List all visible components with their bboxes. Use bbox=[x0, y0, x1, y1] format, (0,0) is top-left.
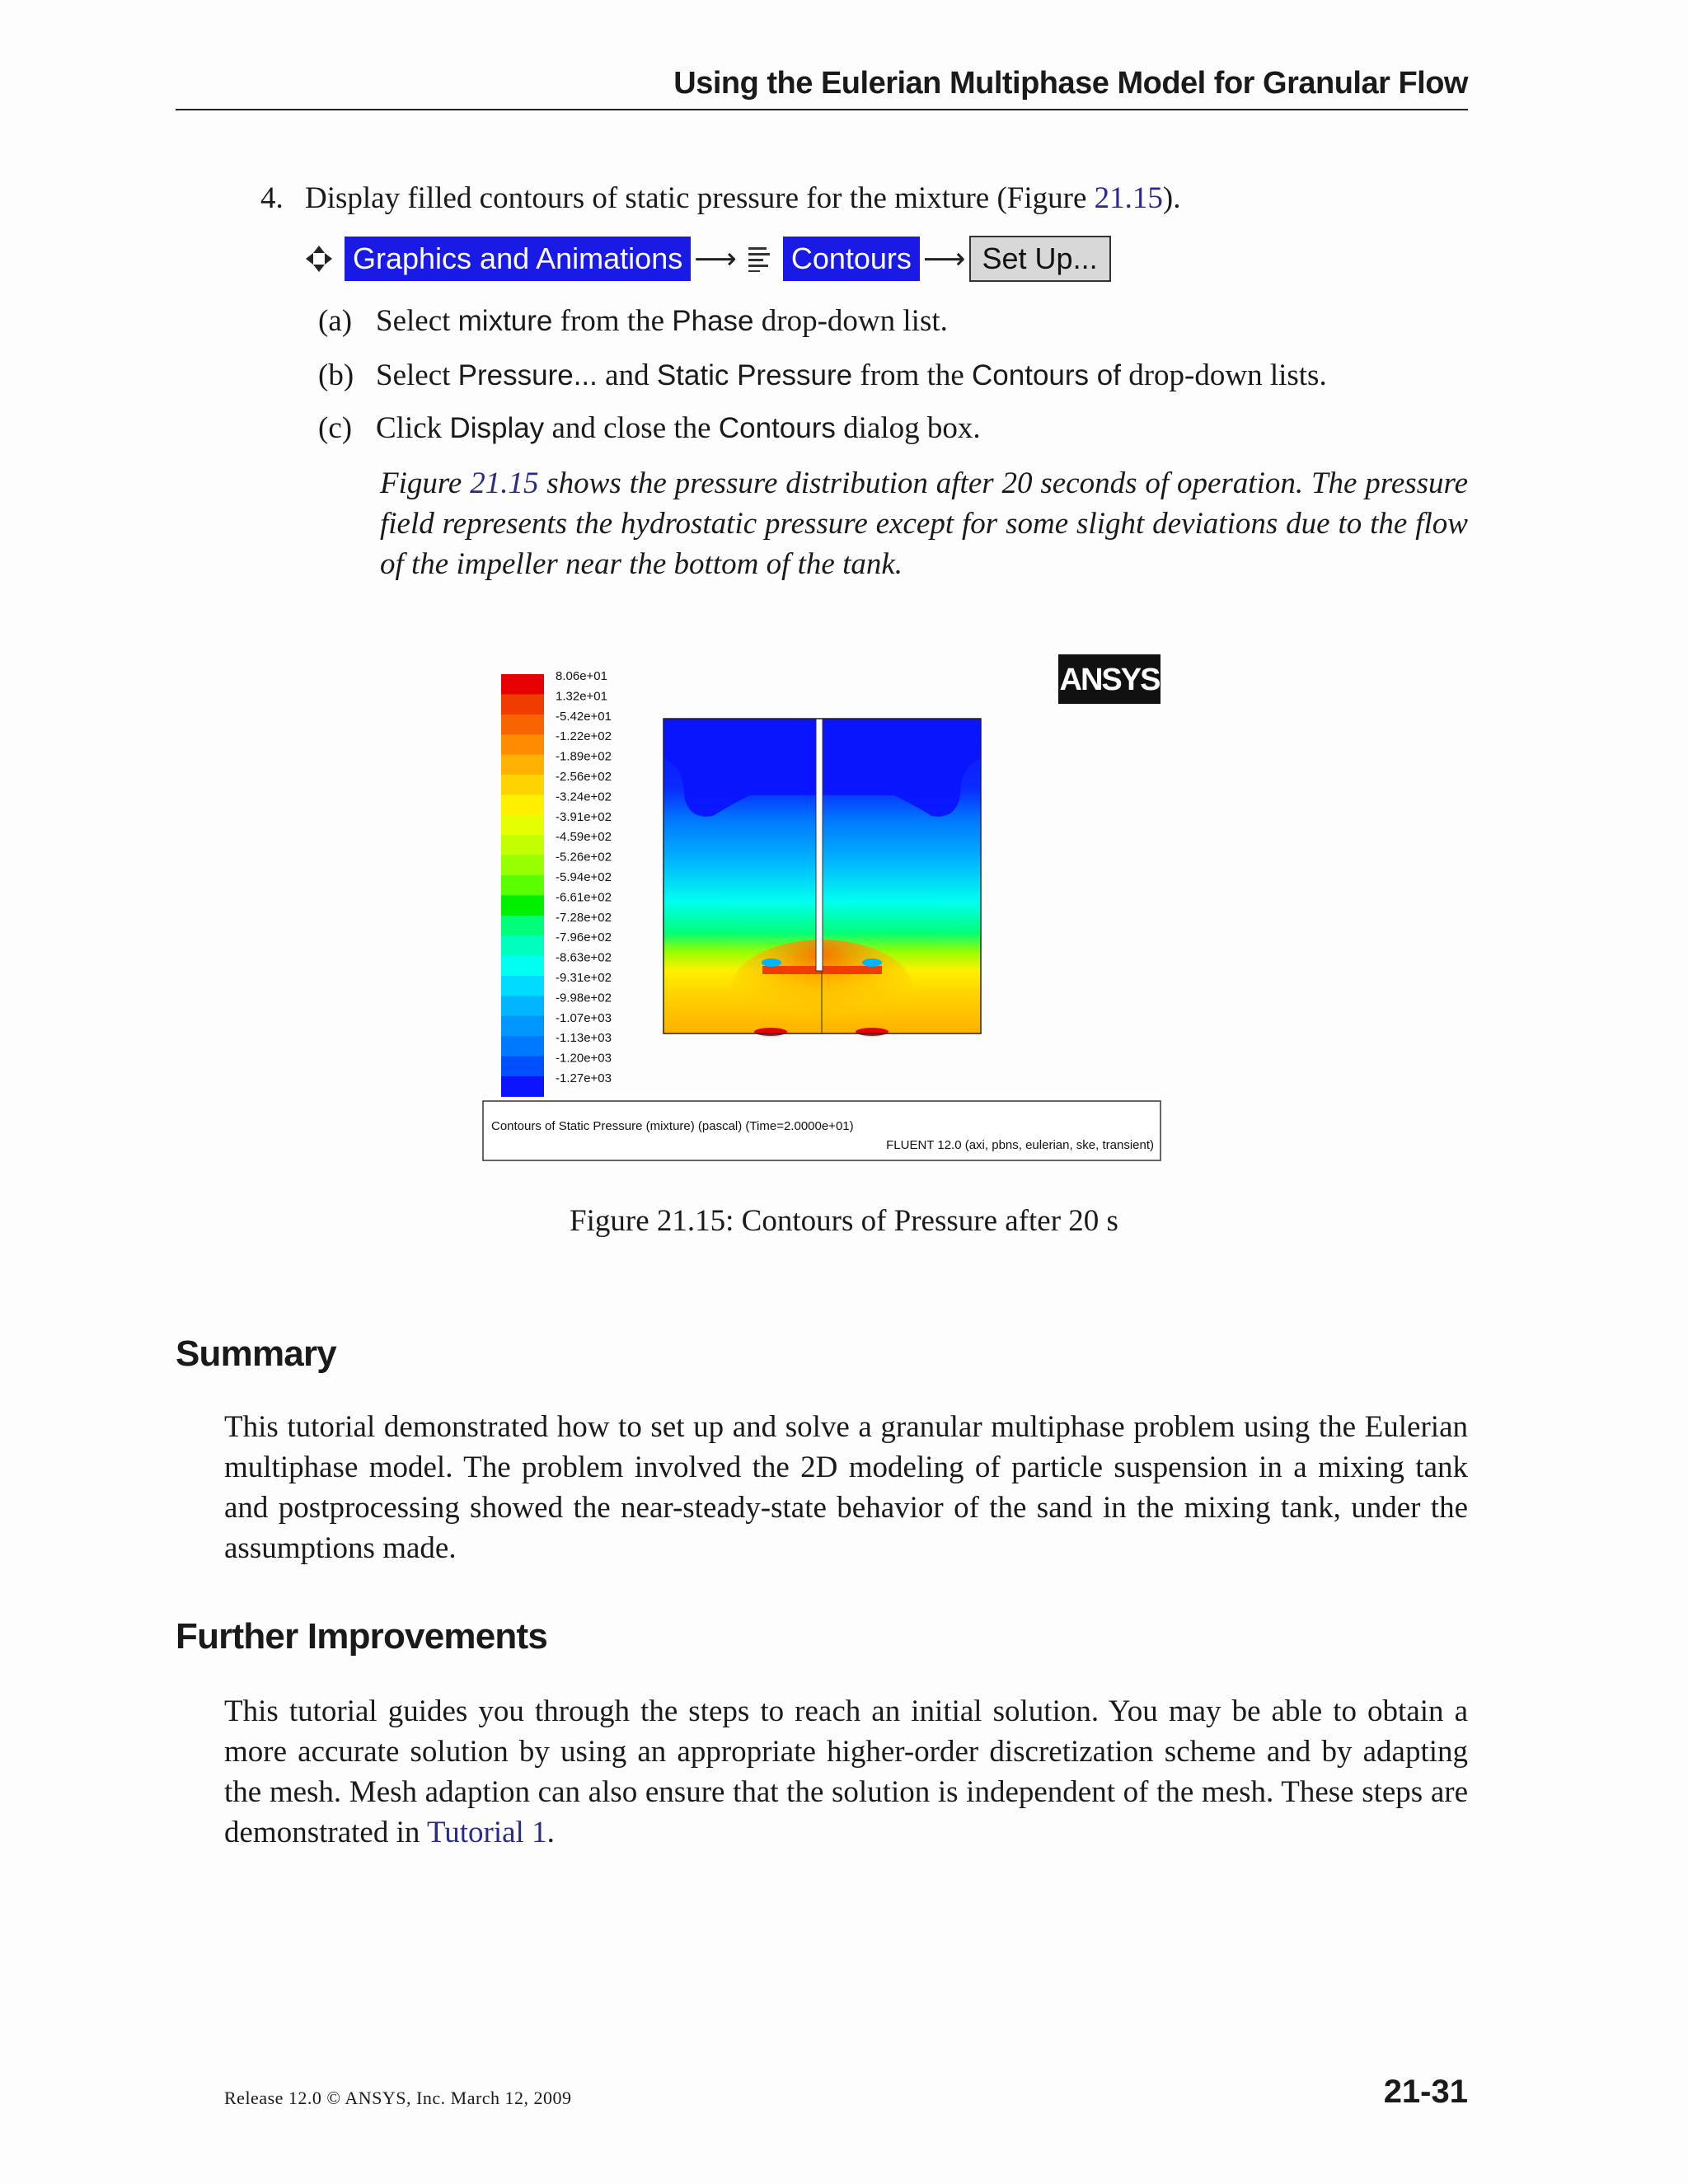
set-up-button[interactable]: Set Up... bbox=[969, 236, 1111, 282]
colorbar-swatch bbox=[501, 815, 544, 836]
colorbar-swatch bbox=[501, 794, 544, 815]
substep-text: and close the bbox=[544, 411, 719, 445]
substep-text: from the bbox=[552, 304, 673, 338]
colorbar-tick-label: -1.20e+03 bbox=[556, 1051, 612, 1066]
page-number: 21-31 bbox=[1383, 2074, 1468, 2110]
substep-text: Select bbox=[376, 304, 458, 338]
nav-arrow: ⟶ bbox=[694, 241, 737, 275]
ui-term-display: Display bbox=[449, 412, 545, 444]
colorbar-swatch bbox=[501, 694, 544, 715]
figure-ref-link[interactable]: 21.15 bbox=[1094, 181, 1163, 215]
colorbar-swatch bbox=[501, 875, 544, 896]
colorbar-swatch bbox=[501, 734, 544, 755]
substep-text: from the bbox=[852, 359, 973, 392]
colorbar-tick-label: -7.96e+02 bbox=[556, 930, 612, 945]
substep-text: drop-down lists. bbox=[1120, 359, 1327, 392]
improvements-text: This tutorial guides you through the steps to reach an initial solution. You may be able to obtain a more accurate solution by using an appropriate higher-order discretization scheme and by adapting the mesh. Mesh adaption can also ensure that the solution is independent of the mesh. These steps are demonstrated in bbox=[224, 1694, 1468, 1849]
colorbar-swatch bbox=[501, 956, 544, 977]
ui-term-static-pressure: Static Pressure bbox=[656, 359, 853, 391]
figure-caption: Figure 21.15: Contours of Pressure after 20 s bbox=[570, 1204, 1118, 1238]
summary-heading: Summary bbox=[176, 1333, 336, 1374]
release-footer: Release 12.0 © ANSYS, Inc. March 12, 2009 bbox=[224, 2088, 572, 2108]
colorbar-tick-label: 1.32e+01 bbox=[556, 689, 607, 704]
colorbar-tick-label: -6.61e+02 bbox=[556, 890, 612, 905]
nav-arrow: ⟶ bbox=[922, 241, 966, 275]
figure-ref-link[interactable]: 21.15 bbox=[470, 466, 539, 500]
colorbar-tick-label: -8.63e+02 bbox=[556, 950, 612, 965]
step-number: 4. bbox=[260, 181, 284, 215]
colorbar-tick-label: -1.13e+03 bbox=[556, 1031, 612, 1046]
running-title: Using the Eulerian Multiphase Model for Granular Flow bbox=[673, 66, 1468, 101]
colorbar-tick-label: 8.06e+01 bbox=[556, 669, 607, 683]
colorbar-swatch bbox=[501, 916, 544, 936]
improvements-paragraph bbox=[224, 1691, 1468, 1853]
summary-paragraph: This tutorial demonstrated how to set up and solve a granular multiphase problem using the Eulerian multiphase model. The problem involved the 2D modeling of particle suspension in a mixing tank and postprocessing showed the near-steady-state behavior of the sand in the mixing tank, under the assumptions made. bbox=[224, 1410, 1468, 1565]
tutorial-1-link[interactable]: Tutorial 1 bbox=[426, 1816, 547, 1849]
ui-term-contours-of: Contours of bbox=[972, 359, 1121, 391]
ui-term-contours: Contours bbox=[718, 412, 836, 444]
colorbar-swatch bbox=[501, 674, 544, 695]
colorbar-swatch bbox=[501, 715, 544, 735]
info-line-1: Contours of Static Pressure (mixture) (pascal) (Time=2.0000e+01) bbox=[491, 1119, 854, 1133]
colorbar-tick-label: -1.07e+03 bbox=[556, 1010, 612, 1025]
ui-term-mixture: mixture bbox=[457, 305, 553, 337]
navigation-path bbox=[305, 234, 1111, 284]
move-icon bbox=[305, 245, 333, 273]
running-header bbox=[176, 58, 1468, 110]
colorbar-tick-label: -1.27e+03 bbox=[556, 1071, 612, 1085]
tank-contour bbox=[663, 719, 981, 1038]
colorbar-swatch bbox=[501, 1057, 544, 1077]
substep-c bbox=[318, 408, 981, 448]
substep-label: (c) bbox=[318, 411, 353, 445]
substep-text: dialog box. bbox=[835, 411, 981, 445]
colorbar-swatch bbox=[501, 775, 544, 795]
substep-b bbox=[318, 355, 1327, 396]
colorbar-tick-label: -2.56e+02 bbox=[556, 770, 612, 784]
substep-a bbox=[318, 301, 948, 341]
colorbar-tick-label: -3.24e+02 bbox=[556, 790, 612, 804]
colorbar-swatch bbox=[501, 755, 544, 776]
step-text-end: ). bbox=[1162, 181, 1181, 215]
colorbar-tick-label: -1.89e+02 bbox=[556, 749, 612, 764]
substep-text: Click bbox=[376, 411, 450, 445]
contour-figure bbox=[478, 643, 1170, 1162]
substep-text: drop-down list. bbox=[753, 304, 948, 338]
colorbar-tick-label: -3.91e+02 bbox=[556, 809, 612, 824]
colorbar-tick-label: -5.26e+02 bbox=[556, 850, 612, 865]
colorbar-legend bbox=[501, 669, 612, 1097]
colorbar-swatch bbox=[501, 976, 544, 996]
colorbar-tick-label: -9.31e+02 bbox=[556, 971, 612, 985]
contours-button[interactable]: Contours bbox=[783, 237, 920, 281]
substep-text: Select bbox=[376, 359, 458, 392]
colorbar-swatch bbox=[501, 895, 544, 916]
colorbar-tick-label: -5.94e+02 bbox=[556, 870, 612, 884]
colorbar-tick-label: -1.22e+02 bbox=[556, 729, 612, 744]
contours-icon bbox=[747, 245, 771, 273]
colorbar-swatch bbox=[501, 996, 544, 1016]
colorbar-tick-label: -7.28e+02 bbox=[556, 910, 612, 925]
graphics-and-animations-button[interactable]: Graphics and Animations bbox=[345, 237, 691, 281]
colorbar-swatch bbox=[501, 1076, 544, 1097]
svg-text:ANSYS: ANSYS bbox=[1059, 663, 1160, 697]
step-text: Display filled contours of static pressure for the mixture (Figure bbox=[305, 181, 1095, 215]
plot-info-box bbox=[483, 1101, 1160, 1160]
note-text: shows the pressure distribution after 20 seconds of operation. The pressure field represents the hydrostatic pressure except for some slight deviations due to the flow of the impeller near the bottom of the tank. bbox=[380, 466, 1468, 581]
substep-label: (a) bbox=[318, 304, 353, 338]
info-line-2: FLUENT 12.0 (axi, pbns, eulerian, ske, transient) bbox=[886, 1138, 1154, 1152]
colorbar-swatch bbox=[501, 835, 544, 855]
improvements-text-end: . bbox=[546, 1816, 555, 1849]
step-4 bbox=[260, 178, 1180, 218]
colorbar-tick-label: -4.59e+02 bbox=[556, 830, 612, 845]
ui-term-phase: Phase bbox=[672, 305, 754, 337]
further-improvements-heading: Further Improvements bbox=[176, 1616, 547, 1657]
colorbar-swatch bbox=[501, 1016, 544, 1037]
figure-note bbox=[380, 463, 1468, 584]
note-text: Figure bbox=[380, 466, 471, 500]
substep-label: (b) bbox=[318, 359, 354, 392]
colorbar-tick-label: -9.98e+02 bbox=[556, 991, 612, 1005]
colorbar-swatch bbox=[501, 935, 544, 956]
substep-text: and bbox=[597, 359, 657, 392]
ansys-logo bbox=[1058, 654, 1160, 704]
colorbar-swatch bbox=[501, 855, 544, 876]
ui-term-pressure: Pressure... bbox=[457, 359, 598, 391]
colorbar-tick-label: -5.42e+01 bbox=[556, 709, 612, 724]
colorbar-swatch bbox=[501, 1036, 544, 1057]
